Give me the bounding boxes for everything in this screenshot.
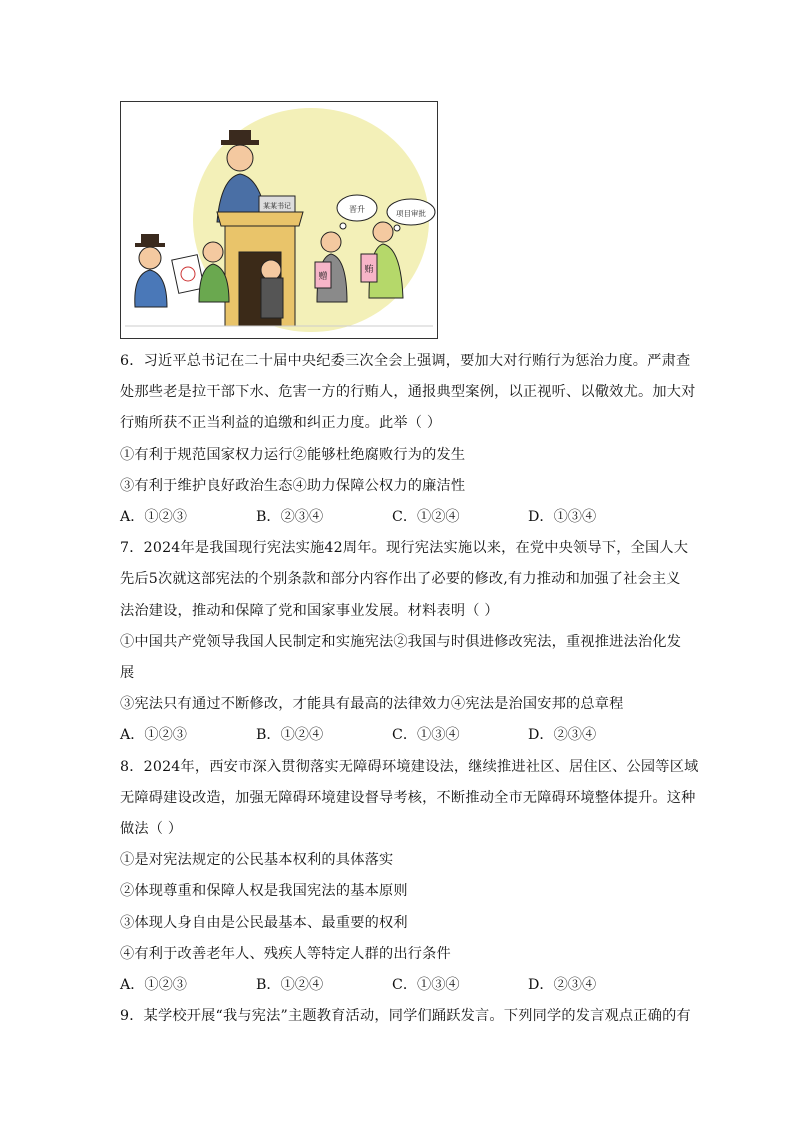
question-8 <box>120 752 699 1002</box>
bubble-text-1: 晋升 <box>349 205 365 214</box>
gift-label-2: 贿 <box>364 265 374 275</box>
sign-text: 某某书记 <box>263 202 291 210</box>
answer-options <box>120 970 680 1001</box>
option-a[interactable]: A．①②③ <box>120 509 187 526</box>
question-9 <box>120 1001 691 1032</box>
option-c[interactable]: C．①③④ <box>392 977 460 994</box>
question-list <box>120 346 699 1032</box>
question-stem-line: 做法（ ） <box>120 821 183 838</box>
statement-line: ④有利于改善老年人、残疾人等特定人群的出行条件 <box>120 945 451 962</box>
question-stem-line: 行贿所获不正当利益的追缴和纠正力度。此举（ ） <box>120 415 442 432</box>
question-stem-line: 先后5次就这部宪法的个别条款和部分内容作出了必要的修改,有力推动和加强了社会主义 <box>120 571 681 588</box>
option-c[interactable]: C．①③④ <box>392 727 460 744</box>
statement-line: ①有利于规范国家权力运行②能够杜绝腐败行为的发生 <box>120 446 466 463</box>
statement-line: ②体现尊重和保障人权是我国宪法的基本原则 <box>120 883 408 900</box>
option-a[interactable]: A．①②③ <box>120 977 187 994</box>
option-c[interactable]: C．①②④ <box>392 509 460 526</box>
desk-top <box>217 212 303 226</box>
statement-line: ①是对宪法规定的公民基本权利的具体落实 <box>120 852 394 869</box>
option-d[interactable]: D．①③④ <box>528 509 597 526</box>
question-stem-line: 8．2024年，西安市深入贯彻落实无障碍环境建设法，继续推进社区、居住区、公园等区域 <box>120 758 699 775</box>
question-stem-line: 6．习近平总书记在二十届中央纪委三次全会上强调，要加大对行贿行为惩治力度。严肃查 <box>120 353 691 369</box>
option-d[interactable]: D．②③④ <box>528 977 597 994</box>
statement-line: 展 <box>120 665 135 682</box>
question-stem-line: 处那些老是拉干部下水、危害一方的行贿人，通报典型案例，以正视听、以儆效尤。加大对 <box>120 384 696 401</box>
question-stem-line: 无障碍建设改造，加强无障碍环境建设督导考核，不断推动全市无障碍环境整体提升。这种 <box>120 789 696 806</box>
question-7 <box>120 533 689 751</box>
statement-line: ③有利于维护良好政治生态④助力保障公权力的廉洁性 <box>120 477 466 494</box>
question-stem-line: 7．2024年是我国现行宪法实施42周年。现行宪法实施以来，在党中央领导下，全国人大 <box>120 540 689 557</box>
anti-bribery-cartoon <box>120 101 438 339</box>
cartoon-illustration <box>121 102 437 338</box>
statement-line: ③体现人身自由是公民最基本、最重要的权利 <box>120 914 408 931</box>
option-d[interactable]: D．②③④ <box>528 727 597 744</box>
question-stem-line: 法治建设，推动和保障了党和国家事业发展。材料表明（ ） <box>120 602 499 619</box>
option-b[interactable]: B．①②④ <box>256 977 324 994</box>
option-b[interactable]: B．②③④ <box>256 509 324 526</box>
blue-official <box>135 270 167 307</box>
answer-options <box>120 720 680 751</box>
answer-options <box>120 502 680 533</box>
question-6 <box>120 346 696 533</box>
option-a[interactable]: A．①②③ <box>120 727 187 744</box>
bubble-text-2: 项目审批 <box>396 209 426 218</box>
statement-line: ①中国共产党领导我国人民制定和实施宪法②我国与时俱进修改宪法，重视推进法治化发 <box>120 633 682 650</box>
question-stem-line: 9．某学校开展“我与宪法”主题教育活动，同学们踊跃发言。下列同学的发言观点正确的有 <box>120 1008 691 1025</box>
option-b[interactable]: B．①②④ <box>256 727 324 744</box>
gift-label-1: 赠 <box>318 272 328 282</box>
official-head <box>227 145 253 171</box>
statement-line: ③宪法只有通过不断修改，才能具有最高的法律效力④宪法是治国安邦的总章程 <box>120 696 624 713</box>
